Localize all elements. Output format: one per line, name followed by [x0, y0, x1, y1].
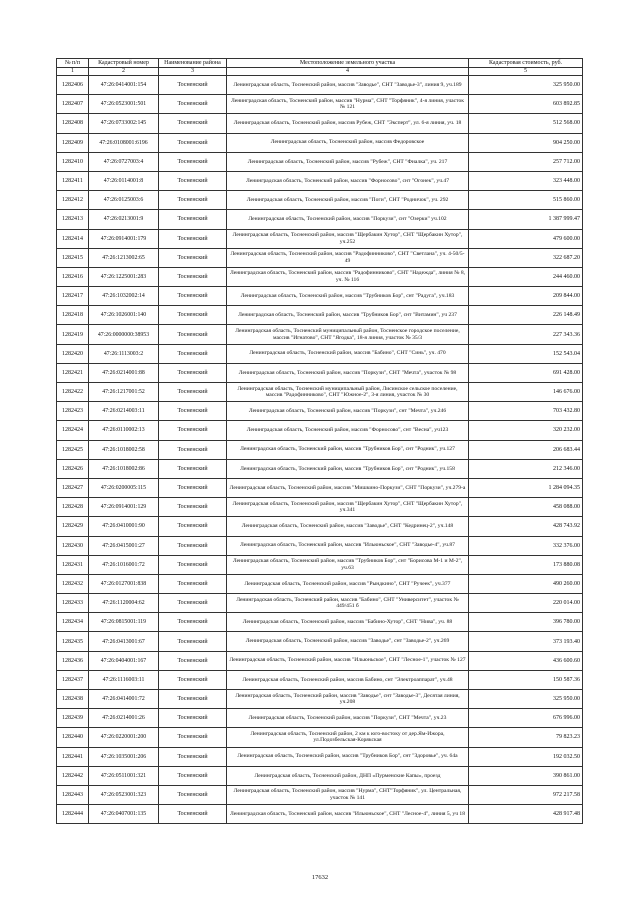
table-row: [57, 344, 583, 363]
row-number-cell: 1282427: [57, 478, 89, 497]
location-cell: Ленинградская область, Тосненский район, массив "Поркузи", СНТ "Мечта", участок № 98: [227, 363, 469, 382]
district-name-cell: Тосненский: [159, 114, 227, 133]
location-cell: Ленинградская область, Тосненский район, массив "Заводье", снт "Заводье-2", уч.269: [227, 632, 469, 651]
cadastral-number-cell: 47:26:0407001:135: [89, 805, 159, 824]
location-cell: Ленинградская область, Тосненский район, массив "Ильюньское", СНТ "Лесное-4", линия 5, уч 18: [227, 805, 469, 824]
row-number-cell: 1282426: [57, 459, 89, 478]
district-name-cell: Тосненский: [159, 574, 227, 593]
cadastral-value-cell: 490 260.00: [469, 574, 583, 593]
location-cell: Ленинградская область, Тосненский район, массив "Рындкино", СНТ "Ручеек", уч.377: [227, 574, 469, 593]
cadastral-number-cell: 47:26:1035001:206: [89, 747, 159, 766]
location-cell: Ленинградская область, Тосненский район, массив "Мишкино-Поркузи", СНТ "Поркузи", уч.279-а: [227, 478, 469, 497]
row-number-cell: 1282420: [57, 344, 89, 363]
location-cell: Ленинградская область, Тосненский район, массив "Трубников Бор", снт "Родник", уч.158: [227, 459, 469, 478]
cadastral-value-cell: 227 343.36: [469, 325, 583, 344]
location-cell: Ленинградская область, Тосненский район, массив "Ильюньское", СНТ "Лесное-1", участок № 127: [227, 651, 469, 670]
cadastral-number-cell: 47:26:0214003:11: [89, 402, 159, 421]
table-row: [57, 248, 583, 267]
table-row: [57, 805, 583, 824]
table-row: [57, 383, 583, 402]
location-cell: Ленинградская область, Тосненский муниципальный район, Тосненское городское поселение, массив "Игнатово", СНТ "Ягодка", 18-я линия, участок № 35/3: [227, 325, 469, 344]
location-cell: Ленинградская область, Тосненский район, массив "Трубников Бор", снт "Радуга", уч.183: [227, 287, 469, 306]
location-cell: Ленинградская область, Тосненский район, массив Федоровское: [227, 133, 469, 152]
district-name-cell: Тосненский: [159, 152, 227, 171]
row-number-cell: 1282409: [57, 133, 89, 152]
column-number: 2: [89, 68, 159, 76]
cadastral-value-cell: 479 600.00: [469, 229, 583, 248]
cadastral-number-cell: 47:26:0200005:115: [89, 478, 159, 497]
district-name-cell: Тосненский: [159, 459, 227, 478]
table-row: [57, 95, 583, 114]
header-district-name: Наименование района: [159, 59, 227, 68]
table-row: [57, 517, 583, 536]
header-cadastral-number: Кадастровый номер: [89, 59, 159, 68]
cadastral-number-cell: 47:26:0914001:179: [89, 229, 159, 248]
district-name-cell: Тосненский: [159, 651, 227, 670]
row-number-cell: 1282438: [57, 690, 89, 709]
table-row: [57, 440, 583, 459]
cadastral-value-cell: 373 193.40: [469, 632, 583, 651]
row-number-cell: 1282428: [57, 498, 89, 517]
table-body: [57, 76, 583, 824]
location-cell: Ленинградская область, Тосненский район, массив "Трубников Бор", снт "Здоровье", уч. 64а: [227, 747, 469, 766]
row-number-cell: 1282411: [57, 171, 89, 190]
location-cell: Ленинградская область, Тосненский район, массив "Радофинниково", СНТ "Надежда", линия № 8, уч. № 116: [227, 267, 469, 286]
location-cell: Ленинградская область, Тосненский район, 2 км к юго-востоку от дер.Ям-Ижора, ул.Подозбельская-Корякская: [227, 728, 469, 747]
row-number-cell: 1282407: [57, 95, 89, 114]
row-number-cell: 1282410: [57, 152, 89, 171]
cadastral-value-cell: 972 217.58: [469, 785, 583, 804]
location-cell: Ленинградская область, Тосненский район, массив Рубеж, СНТ "Эксперт", ул. 6-я линия, уч. 18: [227, 114, 469, 133]
cadastral-number-cell: 47:26:0511001:321: [89, 766, 159, 785]
location-cell: Ленинградская область, Тосненский район, массив "Заводье", снт "Заводье-3", Десятая линия, уч.208: [227, 690, 469, 709]
cadastral-number-cell: 47:26:0523001:323: [89, 785, 159, 804]
cadastral-value-cell: 390 861.00: [469, 766, 583, 785]
cadastral-value-cell: 320 232.00: [469, 421, 583, 440]
location-cell: Ленинградская область, Тосненский район, массив "Бабино-Хутор", СНТ "Нива", уч. 88: [227, 613, 469, 632]
row-number-cell: 1282441: [57, 747, 89, 766]
cadastral-number-cell: 47:26:0213001:9: [89, 210, 159, 229]
table-header-row: [57, 59, 583, 68]
cadastral-value-cell: 212 346.00: [469, 459, 583, 478]
cadastral-number-cell: 47:26:0413001:67: [89, 632, 159, 651]
location-cell: Ленинградская область, Тосненский район, массив "Трубников Бор", снт "Борисова М-1 и М-2", уч.63: [227, 555, 469, 574]
cadastral-number-cell: 47:26:0914001:129: [89, 498, 159, 517]
cadastral-value-cell: 332 376.00: [469, 536, 583, 555]
cadastral-number-cell: 47:26:0733002:145: [89, 114, 159, 133]
row-number-cell: 1282432: [57, 574, 89, 593]
table-row: [57, 728, 583, 747]
cadastral-value-cell: 323 448.00: [469, 171, 583, 190]
row-number-cell: 1282417: [57, 287, 89, 306]
table-row: [57, 363, 583, 382]
district-name-cell: Тосненский: [159, 402, 227, 421]
table-row: [57, 785, 583, 804]
page-number: 17632: [311, 874, 329, 881]
row-number-cell: 1282425: [57, 440, 89, 459]
cadastral-number-cell: 47:26:1116003:11: [89, 670, 159, 689]
cadastral-value-cell: 322 687.20: [469, 248, 583, 267]
column-number: 5: [469, 68, 583, 76]
location-cell: Ленинградская область, Тосненский район, массив "Щербакин Хутор", СНТ "Щербакин Хутор", уч.341: [227, 498, 469, 517]
location-cell: Ленинградская область, Тосненский район, массив "Щербакин Хутор", СНТ "Щербакин Хутор", уч.252: [227, 229, 469, 248]
row-number-cell: 1282406: [57, 76, 89, 95]
table-row: [57, 210, 583, 229]
row-number-cell: 1282444: [57, 805, 89, 824]
cadastral-value-cell: 603 892.85: [469, 95, 583, 114]
table-row: [57, 191, 583, 210]
row-number-cell: 1282434: [57, 613, 89, 632]
table-row: [57, 747, 583, 766]
location-cell: Ленинградская область, Тосненский район, массив "Радофинниково", СНТ "Светлана", уч. 4-50/5-49: [227, 248, 469, 267]
cadastral-value-cell: 691 428.00: [469, 363, 583, 382]
cadastral-value-cell: 428 917.48: [469, 805, 583, 824]
district-name-cell: Тосненский: [159, 171, 227, 190]
cadastral-number-cell: 47:26:0214001:88: [89, 363, 159, 382]
cadastral-number-cell: 47:26:0414001:72: [89, 690, 159, 709]
table-row: [57, 709, 583, 728]
cadastral-value-cell: 1 284 094.35: [469, 478, 583, 497]
table-row: [57, 133, 583, 152]
table-row: [57, 287, 583, 306]
table-row: [57, 536, 583, 555]
row-number-cell: 1282424: [57, 421, 89, 440]
row-number-cell: 1282412: [57, 191, 89, 210]
table-row: [57, 306, 583, 325]
cadastral-value-cell: 79 823.23: [469, 728, 583, 747]
cadastral-value-cell: 152 543.04: [469, 344, 583, 363]
district-name-cell: Тосненский: [159, 709, 227, 728]
district-name-cell: Тосненский: [159, 805, 227, 824]
location-cell: Ленинградская область, Тосненский район, массив "Заводье", СНТ "Заводье-3", линия 9, уч.189: [227, 76, 469, 95]
district-name-cell: Тосненский: [159, 210, 227, 229]
table-row: [57, 613, 583, 632]
location-cell: Ленинградская область, Тосненский район, массив "Бабино", СНТ "Университет", участок № 449/451 б: [227, 594, 469, 613]
cadastral-value-cell: 146 676.00: [469, 383, 583, 402]
row-number-cell: 1282414: [57, 229, 89, 248]
cadastral-number-cell: 47:26:0127001:838: [89, 574, 159, 593]
table-row: [57, 229, 583, 248]
location-cell: Ленинградская область, Тосненский район, ДНП «Пурменские Капы», проезд: [227, 766, 469, 785]
cadastral-value-cell: 458 088.00: [469, 498, 583, 517]
table-row: [57, 267, 583, 286]
district-name-cell: Тосненский: [159, 95, 227, 114]
table-row: [57, 459, 583, 478]
cadastral-value-cell: 220 014.00: [469, 594, 583, 613]
district-name-cell: Тосненский: [159, 440, 227, 459]
table-row: [57, 690, 583, 709]
cadastral-number-cell: 47:26:0214001:26: [89, 709, 159, 728]
district-name-cell: Тосненский: [159, 267, 227, 286]
location-cell: Ленинградская область, Тосненский район, массив "Форносово", снт "Весна", уч123: [227, 421, 469, 440]
column-number-row: [57, 68, 583, 76]
column-number: 4: [227, 68, 469, 76]
cadastral-value-cell: 192 032.50: [469, 747, 583, 766]
location-cell: Ленинградская область, Тосненский район, массив "Поркузи", снт "Мечта", уч.246: [227, 402, 469, 421]
row-number-cell: 1282436: [57, 651, 89, 670]
cadastral-value-cell: 904 250.00: [469, 133, 583, 152]
cadastral-value-cell: 428 743.92: [469, 517, 583, 536]
district-name-cell: Тосненский: [159, 229, 227, 248]
district-name-cell: Тосненский: [159, 478, 227, 497]
row-number-cell: 1282429: [57, 517, 89, 536]
row-number-cell: 1282431: [57, 555, 89, 574]
cadastral-number-cell: 47:26:1120004:62: [89, 594, 159, 613]
table-row: [57, 325, 583, 344]
row-number-cell: 1282437: [57, 670, 89, 689]
cadastral-number-cell: 47:26:0414001:154: [89, 76, 159, 95]
column-number: 3: [159, 68, 227, 76]
location-cell: Ленинградская область, Тосненский муниципальный район, Лисинское сельское поселение, массив "Радофинниково", СНТ "Южное-2", 3-я линия, участок № 30: [227, 383, 469, 402]
cadastral-number-cell: 47:26:0523001:501: [89, 95, 159, 114]
district-name-cell: Тосненский: [159, 344, 227, 363]
table-row: [57, 76, 583, 95]
table-row: [57, 402, 583, 421]
cadastral-value-cell: 257 712.00: [469, 152, 583, 171]
district-name-cell: Тосненский: [159, 287, 227, 306]
row-number-cell: 1282423: [57, 402, 89, 421]
table-row: [57, 421, 583, 440]
table-row: [57, 766, 583, 785]
district-name-cell: Тосненский: [159, 632, 227, 651]
location-cell: Ленинградская область, Тосненский район, массив "Поги", СНТ "Родничок", уч. 292: [227, 191, 469, 210]
row-number-cell: 1282413: [57, 210, 89, 229]
cadastral-number-cell: 47:26:1016001:72: [89, 555, 159, 574]
table-row: [57, 478, 583, 497]
district-name-cell: Тосненский: [159, 690, 227, 709]
cadastral-number-cell: 47:26:0815001:119: [89, 613, 159, 632]
row-number-cell: 1282439: [57, 709, 89, 728]
cadastral-number-cell: 47:26:1113003:2: [89, 344, 159, 363]
cadastral-value-cell: 325 950.00: [469, 76, 583, 95]
district-name-cell: Тосненский: [159, 76, 227, 95]
row-number-cell: 1282421: [57, 363, 89, 382]
cadastral-number-cell: 47:26:0220001:200: [89, 728, 159, 747]
cadastral-value-table: [56, 58, 583, 824]
row-number-cell: 1282408: [57, 114, 89, 133]
table-row: [57, 651, 583, 670]
table-row: [57, 498, 583, 517]
cadastral-number-cell: 47:26:0410001:90: [89, 517, 159, 536]
district-name-cell: Тосненский: [159, 555, 227, 574]
cadastral-number-cell: 47:26:0110002:13: [89, 421, 159, 440]
location-cell: Ленинградская область, Тосненский район, массив "Поркузи", снт "Озерки" уч.102: [227, 210, 469, 229]
cadastral-number-cell: 47:26:0125003:6: [89, 191, 159, 210]
cadastral-value-cell: 209 844.00: [469, 287, 583, 306]
location-cell: Ленинградская область, Тосненский район, массив "Трубников Бор", снт "Родник", уч.127: [227, 440, 469, 459]
district-name-cell: Тосненский: [159, 325, 227, 344]
location-cell: Ленинградская область, Тосненский район, массив Бабино, снт "Электроаппарат", уч.48: [227, 670, 469, 689]
row-number-cell: 1282416: [57, 267, 89, 286]
district-name-cell: Тосненский: [159, 306, 227, 325]
row-number-cell: 1282435: [57, 632, 89, 651]
row-number-cell: 1282419: [57, 325, 89, 344]
cadastral-number-cell: 47:26:0404001:167: [89, 651, 159, 670]
location-cell: Ленинградская область, Тосненский район, массив "Нурма", СНТ "Торфяник", 4-я линия, участок № 121: [227, 95, 469, 114]
location-cell: Ленинградская область, Тосненский район, массив "Заводье", СНТ "Кедринец-2", уч.148: [227, 517, 469, 536]
cadastral-number-cell: 47:26:1032002:14: [89, 287, 159, 306]
district-name-cell: Тосненский: [159, 383, 227, 402]
header-location: Местоположение земельного участка: [227, 59, 469, 68]
table-row: [57, 171, 583, 190]
district-name-cell: Тосненский: [159, 536, 227, 555]
cadastral-number-cell: 47:26:1225001:283: [89, 267, 159, 286]
row-number-cell: 1282430: [57, 536, 89, 555]
row-number-cell: 1282415: [57, 248, 89, 267]
district-name-cell: Тосненский: [159, 670, 227, 689]
cadastral-number-cell: 47:26:0114001:8: [89, 171, 159, 190]
district-name-cell: Тосненский: [159, 613, 227, 632]
cadastral-number-cell: 47:26:0108001:6196: [89, 133, 159, 152]
location-cell: Ленинградская область, Тосненский район, массив "Форносово", снт "Огонек", уч.47: [227, 171, 469, 190]
row-number-cell: 1282418: [57, 306, 89, 325]
header-row-number: № п/п: [57, 59, 89, 68]
cadastral-value-cell: 1 387 999.47: [469, 210, 583, 229]
table-row: [57, 632, 583, 651]
cadastral-value-cell: 436 600.60: [469, 651, 583, 670]
district-name-cell: Тосненский: [159, 747, 227, 766]
cadastral-value-cell: 396 780.00: [469, 613, 583, 632]
district-name-cell: Тосненский: [159, 421, 227, 440]
cadastral-value-cell: 244 460.00: [469, 267, 583, 286]
cadastral-number-cell: 47:26:0415001:27: [89, 536, 159, 555]
table-row: [57, 594, 583, 613]
column-number: 1: [57, 68, 89, 76]
row-number-cell: 1282422: [57, 383, 89, 402]
district-name-cell: Тосненский: [159, 248, 227, 267]
district-name-cell: Тосненский: [159, 785, 227, 804]
row-number-cell: 1282442: [57, 766, 89, 785]
cadastral-number-cell: 47:26:1026001:140: [89, 306, 159, 325]
cadastral-number-cell: 47:26:1213002:65: [89, 248, 159, 267]
cadastral-number-cell: 47:26:1018002:86: [89, 459, 159, 478]
location-cell: Ленинградская область, Тосненский район, массив "Ильюньское", СНТ "Заводье-4", уч.87: [227, 536, 469, 555]
district-name-cell: Тосненский: [159, 594, 227, 613]
district-name-cell: Тосненский: [159, 363, 227, 382]
cadastral-value-cell: 325 950.00: [469, 690, 583, 709]
district-name-cell: Тосненский: [159, 191, 227, 210]
cadastral-number-cell: 47:26:1018002:58: [89, 440, 159, 459]
row-number-cell: 1282440: [57, 728, 89, 747]
cadastral-value-cell: 512 568.00: [469, 114, 583, 133]
row-number-cell: 1282443: [57, 785, 89, 804]
district-name-cell: Тосненский: [159, 498, 227, 517]
district-name-cell: Тосненский: [159, 766, 227, 785]
table-row: [57, 670, 583, 689]
location-cell: Ленинградская область, Тосненский район, массив "Нурма", СНТ"Торфяник", ул. Центральная, участок № 141: [227, 785, 469, 804]
cadastral-value-cell: 150 587.36: [469, 670, 583, 689]
location-cell: Ленинградская область, Тосненский район, массив "Рубеж", СНТ "Фиалка", уч. 217: [227, 152, 469, 171]
row-number-cell: 1282433: [57, 594, 89, 613]
district-name-cell: Тосненский: [159, 728, 227, 747]
header-cadastral-value: Кадастровая стоимость, руб.: [469, 59, 583, 68]
location-cell: Ленинградская область, Тосненский район, массив "Поркузи", СНТ "Мечта", уч.23: [227, 709, 469, 728]
cadastral-value-cell: 226 148.49: [469, 306, 583, 325]
cadastral-value-cell: 206 683.44: [469, 440, 583, 459]
location-cell: Ленинградская область, Тосненский район, массив "Бабино", СНТ "Синь", уч. 470: [227, 344, 469, 363]
district-name-cell: Тосненский: [159, 517, 227, 536]
cadastral-number-cell: 47:26:1217001:52: [89, 383, 159, 402]
table-row: [57, 574, 583, 593]
cadastral-value-cell: 515 860.00: [469, 191, 583, 210]
cadastral-number-cell: 47:26:0000000:38953: [89, 325, 159, 344]
cadastral-number-cell: 47:26:0727003:4: [89, 152, 159, 171]
table-row: [57, 114, 583, 133]
table-row: [57, 555, 583, 574]
cadastral-value-cell: 676 996.00: [469, 709, 583, 728]
district-name-cell: Тосненский: [159, 133, 227, 152]
location-cell: Ленинградская область, Тосненский район, массив "Трубников Бор", снт "Витамин", уч 237: [227, 306, 469, 325]
table-row: [57, 152, 583, 171]
cadastral-value-cell: 703 432.80: [469, 402, 583, 421]
cadastral-value-cell: 173 880.08: [469, 555, 583, 574]
